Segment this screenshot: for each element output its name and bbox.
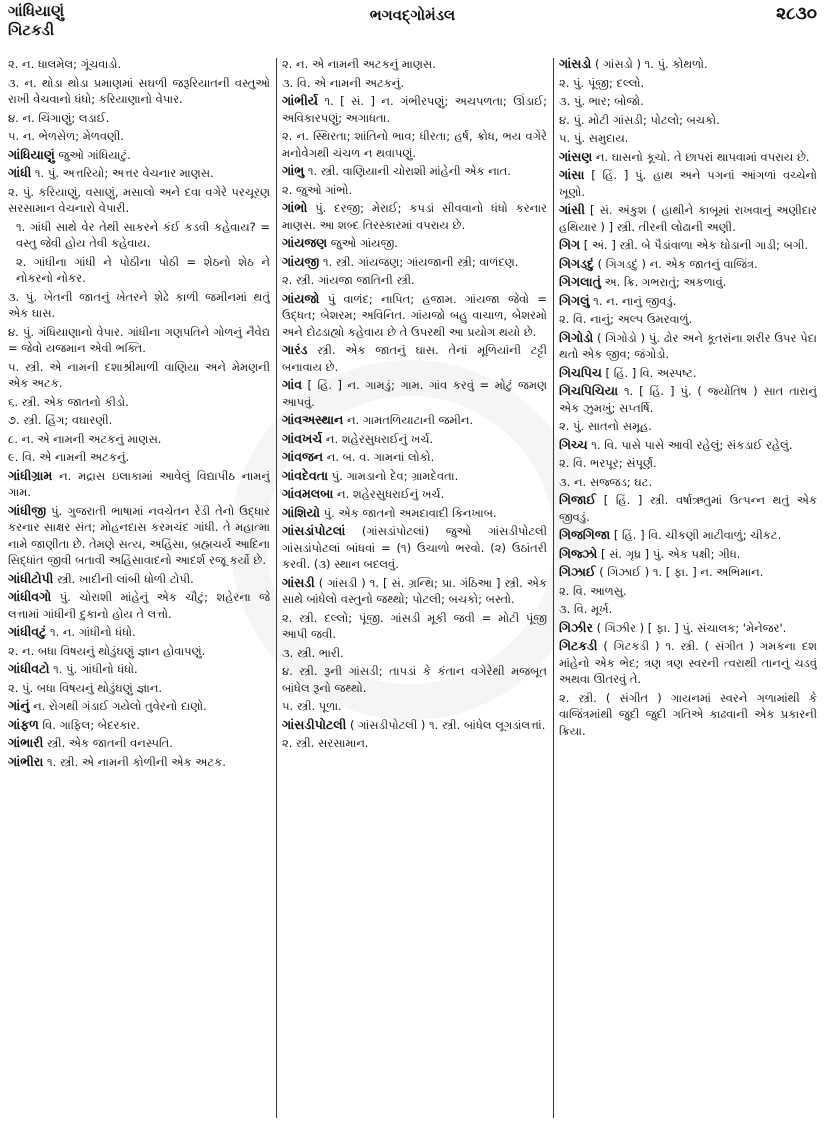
entry-definition: પું વાળંદ; નાપિત; હજામ. ગાંયજા જેવો = ઉદ્ધત; બેશરમ; અવિનિત. ગાંયજો બહુ વાચાળ, બેશરમો અને દોઢડાહ્યો કહેવાય છે તે ઉપરથી આ પ્રયોગ થયો છે. bbox=[282, 291, 547, 339]
entry-headword: ગાંધીવટો bbox=[8, 661, 50, 676]
dictionary-body bbox=[0, 56, 825, 1125]
entry-definition: ૩. વિ. એ નામની અટકનું. bbox=[282, 75, 405, 90]
entry-definition: સ્ત્રી. એક જાતનું ઘાસ. તેનાં મૂળિયાંની ટટ્ટી બનાવાય છે. bbox=[282, 343, 547, 374]
dictionary-entry bbox=[282, 272, 547, 289]
entry-headword: ગાંવમલબા bbox=[282, 486, 334, 501]
entry-headword: ગાંસડીપોટલી bbox=[282, 716, 347, 732]
guide-word-first: ગાંધિયાણું bbox=[8, 2, 65, 20]
dictionary-entry bbox=[8, 754, 270, 771]
dictionary-entry bbox=[282, 377, 547, 410]
entry-definition: ૫. પું. સમુદાય. bbox=[559, 131, 629, 145]
entry-headword: ગાંધી bbox=[8, 165, 32, 180]
dictionary-entry bbox=[559, 418, 817, 435]
entry-definition: ૨. ન. એ નામની અટકનું માણસ. bbox=[282, 57, 436, 71]
entry-headword: ગિગડદું bbox=[559, 255, 594, 271]
dictionary-entry bbox=[559, 383, 817, 416]
entry-definition: ૪. પું. મોટી ગાંસડી; પોટલો; બચકો. bbox=[559, 112, 720, 127]
dictionary-entry bbox=[282, 75, 547, 92]
dictionary-entry bbox=[559, 93, 817, 110]
entry-definition: ન. મદ્રાસ ઇલાકામાં આવેલું વિદ્યાપીઠ નામનું ગામ. bbox=[8, 468, 270, 499]
dictionary-entry bbox=[559, 293, 817, 310]
entry-definition: ( ગિગડદું ) ન. એક જાતનું વાજિંત્ર. bbox=[593, 256, 758, 271]
dictionary-entry bbox=[8, 412, 270, 429]
entry-definition: (ગાંસડાંપોટલાં) જુઓ ગાંસડીપોટલી ગાંસડાંપોટલાં બાંધવાં = (૧) ઉચાળો ભરવો. (૨) ઉઠાંતરી કરવી. (૩) સ્થાન બદલવું. bbox=[282, 524, 547, 571]
entry-definition: સ્ત્રી. એક જાતની વનસ્પતિ. bbox=[43, 736, 173, 750]
entry-headword: ગાંધીવગો bbox=[8, 589, 52, 604]
entry-definition: ૨. ન. સ્થિરતા; શાંતિનો ભાવ; ધીરતા; હર્ષ, ક્રોધ, ભય વગેરે મનોવેગથી ચંચળ ન થવાપણું. bbox=[282, 129, 547, 160]
entry-headword: ગિજ્ઝો bbox=[559, 545, 598, 561]
entry-headword: ગાંવ bbox=[282, 377, 302, 392]
entry-definition: જુઓ ગાંયજી. bbox=[327, 236, 398, 250]
entry-definition: અ. ક્રિ. ગભરાતું; અકળાવું. bbox=[600, 275, 727, 289]
entry-definition: ૧. વિ. પાસે પાસે આવી રહેલું; સંકડાઈ રહેલું. bbox=[587, 437, 793, 452]
entry-definition: ૨. પું. બધા વિષયનું થોડુંઘણું જ્ઞાન. bbox=[8, 680, 163, 695]
entry-definition: ૧. પું. ગાંધીનો ધંધો. bbox=[49, 662, 138, 676]
entry-definition: [ હિં. ] પું. હાથ અને પગનાં આંગળાં વચ્ચેનો ખૂણો. bbox=[559, 168, 817, 199]
entry-definition: ૩. વિ. મૂર્ખ. bbox=[559, 602, 613, 616]
dictionary-entry bbox=[8, 110, 270, 127]
dictionary-entry bbox=[559, 527, 817, 544]
dictionary-entry bbox=[8, 717, 270, 734]
dictionary-entry bbox=[559, 75, 817, 92]
entry-headword: ગિગોડો bbox=[559, 329, 594, 345]
dictionary-entry bbox=[282, 200, 547, 233]
dictionary-entry bbox=[282, 523, 547, 573]
entry-definition: ૫. સ્ત્રી. પૂળા. bbox=[282, 699, 342, 713]
entry-definition: ૫. સ્ત્રી. એ નામની દશાશ્રીમાળી વાણિયા અને મેમણની એક અટક. bbox=[8, 359, 270, 390]
dictionary-entry bbox=[8, 735, 270, 752]
entry-definition: પું. ચોરાશી માંહેનું એક ચૌટું; શહેરના જે લત્તામાં ગાંધીની દુકાનો હોય તે લત્તો. bbox=[8, 590, 270, 621]
entry-definition: ૩. પું. ખેતની જાતનું ખેતરને શેઢે કાળી જમીનમાં થતું એક ઘાસ. bbox=[8, 289, 270, 320]
entry-definition: સ્ત્રી. ખાદીની લાંબી ધોળી ટોપી. bbox=[53, 571, 194, 586]
dictionary-entry bbox=[282, 663, 547, 696]
entry-definition: ૪. સ્ત્રી. રૂની ગાંસડી; તાપડાં કે કંતાન વગેરેથી મજબૂત બાંધેલ રૂનો જથ્થો. bbox=[282, 664, 547, 695]
column-2 bbox=[282, 56, 547, 1121]
entry-definition: ૨. સ્ત્રી. સરસામાન. bbox=[282, 736, 369, 750]
dictionary-entry bbox=[8, 147, 270, 164]
entry-headword: ગિજાઈ bbox=[559, 492, 597, 507]
dictionary-entry bbox=[559, 638, 817, 688]
entry-headword: ગિગલું bbox=[559, 292, 590, 308]
dictionary-entry bbox=[8, 165, 270, 182]
entry-headword: ગારંડ bbox=[282, 342, 308, 357]
dictionary-entry bbox=[282, 645, 547, 662]
dictionary-entry bbox=[8, 394, 270, 411]
entry-definition: ૨. જુઓ ગાંભો. bbox=[282, 182, 353, 197]
entry-definition: ૧. સ્ત્રી. વાણિયાની ચોરાશી માંહેની એક નાત. bbox=[304, 164, 511, 178]
entry-headword: ગાંસા bbox=[559, 167, 585, 182]
entry-definition: ( ગાંસડો ) ૧. પું. કોથળો. bbox=[591, 57, 708, 71]
entry-headword: ગાંભીરા bbox=[8, 753, 44, 769]
entry-definition: [ સં. ગૃધ્ર ] પું. એક પક્ષી; ગીધ. bbox=[597, 546, 741, 561]
entry-definition: [ હિં. ] વિ. ચીકણી માટીવાળું; ચીકટ. bbox=[610, 528, 782, 542]
dictionary-entry bbox=[8, 128, 270, 145]
entry-definition: ૧. ન. નાનું જીવડું. bbox=[589, 293, 677, 308]
entry-definition: ૨. વિ. નાનું; અલ્પ ઉમરવાળું. bbox=[559, 312, 693, 326]
entry-headword: ગાંધિયાણું bbox=[8, 146, 55, 162]
dictionary-entry bbox=[559, 112, 817, 129]
entry-headword: ગાંવદેવતા bbox=[282, 467, 329, 483]
dictionary-entry bbox=[282, 182, 547, 199]
entry-definition: ૨. સ્ત્રી. ( સંગીત ) ગાયનમાં સ્વરને ગળામાંથી કે વાજિંત્રમાંથી જુદી જુદી ગતિએ કાઢવાની એક પ્રકારની ક્રિયા. bbox=[559, 690, 817, 738]
entry-definition: વિ. ગાફિલ; બેદરકાર. bbox=[38, 717, 140, 732]
entry-definition: ન. ગામતળિયાટાની જમીન. bbox=[343, 413, 474, 427]
dictionary-entry bbox=[8, 56, 270, 73]
dictionary-entry bbox=[559, 437, 817, 454]
entry-definition: ૯. વિ. એ નામની અટકનું. bbox=[8, 450, 130, 464]
entry-definition: ( ગિટકડી ) ૧. સ્ત્રી. ( સંગીત ) ગમકના દશ માંહેનો એક ભેદ; ત્રણ ત્રણ સ્વરની ત્વરાથી તાનનું ચડવું અથવા ઊતરવું તે. bbox=[559, 639, 817, 686]
dictionary-entry bbox=[8, 503, 270, 569]
dictionary-entry bbox=[8, 359, 270, 392]
entry-definition: ૧. સ્ત્રી. ગાંયજણ; ગાંયજાની સ્ત્રી; વાળંદણ. bbox=[319, 254, 519, 269]
entry-definition: ૧. [ સં. ] ન. ગંભીરપણું; અચપળતા; ઊંડાઈ; અવિકારપણું; અગાધતા. bbox=[282, 94, 547, 125]
entry-definition: ન. ઘાસનો કૂચો. તે છાપરાં થાપવામાં વપરાય છે. bbox=[592, 149, 810, 164]
entry-definition: ૧. ન. ગાંધીનો ધંધો. bbox=[46, 625, 136, 639]
dictionary-entry bbox=[559, 546, 817, 563]
column-3 bbox=[559, 56, 817, 1121]
entry-headword: ગાંધીજી bbox=[8, 502, 47, 518]
dictionary-entry bbox=[282, 342, 547, 375]
dictionary-entry bbox=[8, 624, 270, 641]
entry-definition: ન. બ. વ. ગામનાં લોકો. bbox=[323, 450, 435, 464]
dictionary-entry bbox=[8, 254, 270, 287]
entry-definition: ૨. પું. કરિયાણું, વસાણું, મસાલો અને દવા વગેરે પરચૂરણ સરસામાન વેચનારો વેપારી. bbox=[8, 184, 270, 215]
dictionary-entry bbox=[8, 468, 270, 501]
entry-headword: ગાંફળ bbox=[8, 716, 39, 732]
entry-headword: ગિગ bbox=[559, 237, 581, 252]
dictionary-entry bbox=[282, 291, 547, 341]
dictionary-entry bbox=[8, 589, 270, 622]
dictionary-entry bbox=[8, 324, 270, 357]
dictionary-entry bbox=[282, 486, 547, 503]
entry-definition: ( ગિઝાઈ ) ૧. [ ફા. ] ન. અભિમાન. bbox=[595, 565, 764, 579]
dictionary-entry bbox=[559, 620, 817, 637]
entry-headword: ગાંશિયો bbox=[282, 504, 321, 520]
entry-definition: ૭. સ્ત્રી. હિંગ; વઘારણી. bbox=[8, 413, 113, 427]
entry-definition: ૩. સ્ત્રી. ભારી. bbox=[282, 645, 344, 660]
dictionary-entry bbox=[282, 56, 547, 73]
dictionary-entry bbox=[8, 571, 270, 588]
entry-definition: ૨. સ્ત્રી. ગાંયજા જાતિની સ્ત્રી. bbox=[282, 273, 415, 287]
dictionary-entry bbox=[282, 412, 547, 429]
entry-headword: ગાંસડો bbox=[559, 56, 592, 71]
dictionary-entry bbox=[8, 289, 270, 322]
dictionary-entry bbox=[282, 575, 547, 608]
entry-definition: ન. શહેરસુધરાઈનું ખર્ચ. bbox=[333, 487, 445, 501]
dictionary-entry bbox=[8, 643, 270, 660]
entry-definition: ૪. ન. ચિંગાણું; લડાઈ. bbox=[8, 110, 110, 125]
dictionary-entry bbox=[8, 698, 270, 715]
dictionary-entry bbox=[559, 564, 817, 581]
entry-definition: ૨. ન. બધા વિષયનું થોડુંઘણું જ્ઞાન હોવાપણું. bbox=[8, 643, 206, 658]
dictionary-entry bbox=[559, 130, 817, 147]
entry-definition: પું. દરજી; મેરાઈ; કપડાં સીવવાનો ધંધો કરનાર માણસ. આ શબ્દ તિરસ્કારમાં વપરાય છે. bbox=[282, 201, 547, 232]
dictionary-entry bbox=[282, 610, 547, 643]
entry-headword: ગિચ્ચ bbox=[559, 436, 588, 452]
entry-headword: ગાંવખર્ચ bbox=[282, 430, 323, 446]
entry-definition: ન. શહેરસુધરાઈનું ખર્ચ. bbox=[322, 431, 434, 446]
entry-definition: ૨. પું. પૂંજી; દલ્લો. bbox=[559, 75, 645, 90]
dictionary-entry bbox=[559, 474, 817, 491]
dictionary-entry bbox=[282, 505, 547, 522]
entry-headword: ગિચપિચ bbox=[559, 364, 602, 380]
entry-headword: ગાંસડી bbox=[282, 574, 315, 590]
dictionary-entry bbox=[559, 256, 817, 273]
entry-headword: ગાંધીટોપી bbox=[8, 570, 54, 586]
dictionary-entry bbox=[559, 149, 817, 166]
column-1 bbox=[8, 56, 270, 1121]
dictionary-entry bbox=[559, 311, 817, 328]
dictionary-entry bbox=[559, 455, 817, 472]
entry-definition: ૪. પું. ગંધિયાણાનો વેપાર. ગાંધીના ગણપતિને ગોળનું નૈવેદ્ય = જેવો યજમાન એવી ભક્તિ. bbox=[8, 324, 270, 355]
entry-headword: ગાંસડાંપોટલાં bbox=[282, 523, 346, 538]
dictionary-entry bbox=[559, 56, 817, 73]
dictionary-title: ભગવદ્ગોમંડલ bbox=[369, 6, 456, 24]
entry-definition: [ હિં. ] વિ. અસ્પષ્ટ. bbox=[601, 365, 697, 380]
entry-headword: ગિઝીર bbox=[559, 619, 593, 635]
entry-headword: ગાંધીગ્રામ bbox=[8, 467, 53, 483]
dictionary-entry bbox=[282, 449, 547, 466]
entry-headword: ગિઝાઈ bbox=[559, 564, 596, 579]
entry-headword: ગાંભારી bbox=[8, 735, 44, 750]
dictionary-entry bbox=[559, 330, 817, 363]
dictionary-entry bbox=[282, 431, 547, 448]
dictionary-entry bbox=[282, 254, 547, 271]
entry-definition: ૩. ન. સજ્જડ; ઘટ. bbox=[559, 474, 653, 489]
entry-headword: ગિટકડી bbox=[559, 638, 598, 653]
entry-headword: ગિગલાતું bbox=[559, 274, 601, 289]
guide-word-last: ગિટકડી bbox=[8, 21, 55, 39]
dictionary-entry bbox=[8, 184, 270, 217]
entry-definition: [ હિં. ] ન. ગામડું; ગામ. ગાંવ કરવું = મોટું જમણ આપવું. bbox=[282, 378, 547, 409]
entry-definition: ન. રોગથી ગંડાઈ ગયેલો તુવેરનો દાણો. bbox=[29, 699, 207, 713]
entry-headword: ગાંવઅસ્થાન bbox=[282, 412, 344, 427]
dictionary-entry bbox=[559, 492, 817, 525]
dictionary-entry bbox=[282, 235, 547, 252]
entry-definition: [ હિં. ] સ્ત્રી. વર્ષાઋતુમાં ઉત્પન્ન થતું એક જીવડું. bbox=[559, 493, 817, 524]
dictionary-entry bbox=[8, 680, 270, 697]
dictionary-entry bbox=[559, 167, 817, 200]
entry-definition: ૧. સ્ત્રી. એ નામની કોળીની એક અટક. bbox=[43, 754, 226, 769]
entry-definition: ૩. ન. થોડા થોડા પ્રમાણમાં સઘળી જરૂરિયાતની વસ્તુઓ રાખી વેચવાનો ધંધો; કરિયાણાનો વેપાર. bbox=[8, 75, 270, 106]
entry-headword: ગાંધીવટું bbox=[8, 624, 47, 639]
entry-definition: પું. એક જાતનો અમદાવાદી કિનખાબ. bbox=[320, 505, 497, 520]
entry-headword: ગાંસણ bbox=[559, 148, 593, 164]
dictionary-entry bbox=[282, 735, 547, 752]
entry-headword: ગાંભુ bbox=[282, 163, 305, 178]
entry-headword: ગાંભો bbox=[282, 200, 308, 215]
entry-definition: ૬. સ્ત્રી. એક જાતનો કીડો. bbox=[8, 394, 129, 409]
entry-headword: ગાંયજણ bbox=[282, 235, 328, 250]
entry-definition: પું. ગુજરાતી ભાષામાં નવચેતન રેડી તેનો ઉદ્ધાર કરનાર સાક્ષર સંત; મોહનદાસ કરમચંદ ગાંધી. તે મહાત્મા નામે જાણીતા છે. તેમણે સત્ય, અહિંસા, બ્રહ્મચર્ય આદિના સિદ્ધાંત જીવી બતાવી અહિંસાવાદનો આદર્શ રજૂ કર્યો છે. bbox=[8, 503, 270, 567]
entry-definition: ૧. [ હિં. ] પું. ( જ્યોતિષ ) સાત તારાનું એક ઝુમખું; સપ્તર્ષિ. bbox=[559, 384, 817, 415]
entry-definition: [ અં. ] સ્ત્રી. બે પૈડાંવાળા એક ઘોડાની ગાડી; બગી. bbox=[580, 238, 809, 252]
entry-definition: ૨. વિ. ભરપૂર; સંપૂર્ણ. bbox=[559, 456, 657, 470]
dictionary-entry bbox=[282, 93, 547, 126]
entry-headword: ગિચપિચિયા bbox=[559, 383, 619, 398]
entry-headword: ગાંયજો bbox=[282, 290, 320, 306]
entry-definition: ૨. વિ. આળસુ. bbox=[559, 583, 627, 598]
entry-definition: ( ગાંસડી ) ૧. [ સં. ગ્રન્થિ; પ્રા. ગંઠિઆ ] સ્ત્રી. એક સાથે બાંધેલો વસ્તુનો જથ્થો; પોટલી; બચકો; બસ્તો. bbox=[282, 575, 547, 606]
entry-definition: ૨. ન. ધાલમેલ; ગૂંચવાડો. bbox=[8, 57, 122, 71]
entry-headword: ગાંસી bbox=[559, 202, 585, 217]
entry-definition: ૮. ન. એ નામની અટકનું માણસ. bbox=[8, 431, 162, 446]
dictionary-entry bbox=[282, 163, 547, 180]
entry-definition: ૨. સ્ત્રી. દલ્લો; પૂંજી. ગાંસડી મૂકી જવી = મોટી પૂંજી આપી જવી. bbox=[282, 610, 547, 641]
entry-headword: ગિજગિજા bbox=[559, 527, 611, 542]
dictionary-entry bbox=[8, 75, 270, 108]
entry-definition: ૫. ન. ભેળસેળ; મેળવણી. bbox=[8, 129, 124, 143]
dictionary-entry bbox=[559, 583, 817, 600]
dictionary-entry bbox=[559, 601, 817, 618]
entry-definition: ( ગાંસડીપોટલી ) ૧. સ્ત્રી. બાંધેલ લૂગડાંલત્તાં. bbox=[346, 717, 546, 732]
entry-definition: પું. ગામડાનો દેવ; ગ્રામદેવતા. bbox=[328, 468, 459, 483]
dictionary-entry bbox=[282, 468, 547, 485]
dictionary-entry bbox=[282, 698, 547, 715]
entry-definition: ૩. પું. ભાર; બોજો. bbox=[559, 94, 644, 108]
dictionary-entry bbox=[8, 219, 270, 252]
entry-headword: ગાંનું bbox=[8, 698, 30, 713]
dictionary-entry bbox=[282, 128, 547, 161]
entry-definition: [ સં. અંકુશ ( હાથીને કાબૂમાં રાખવાનું અણીદાર હથિયાર ) ] સ્ત્રી. તીરની લોઢાની અણી. bbox=[559, 203, 817, 234]
entry-definition: ( ગિગોડો ) પું. ઢોર અને કૂતરાંના શરીર ઉપર પેદા થતો એક જીવ; જંગોડો. bbox=[559, 330, 817, 361]
dictionary-entry bbox=[8, 431, 270, 448]
entry-definition: ૧. પું. અત્તરિયો; અત્તર વેચનાર માણસ. bbox=[31, 166, 214, 180]
entry-definition: ૨. ગાંધીના ગાંધી ને પોઠીના પોઠી = શેઠનો શેઠ ને નોકરનો નોકર. bbox=[16, 254, 270, 285]
entry-headword: ગાંવજન bbox=[282, 449, 324, 464]
dictionary-entry bbox=[559, 237, 817, 254]
entry-headword: ગાંભીર્ય bbox=[282, 93, 319, 108]
dictionary-entry bbox=[559, 365, 817, 382]
page-header bbox=[0, 0, 825, 52]
page-number: ૨૮૩૦ bbox=[776, 4, 817, 24]
entry-headword: ગાંયજી bbox=[282, 253, 320, 269]
dictionary-entry bbox=[559, 274, 817, 291]
entry-definition: ( ગિઝીર ) [ ફા. ] પું. સંચાલક; 'મેનેજર'. bbox=[592, 620, 787, 635]
dictionary-entry bbox=[559, 690, 817, 740]
dictionary-entry bbox=[8, 661, 270, 678]
entry-definition: ૨. પું. સાતનો સમૂહ. bbox=[559, 419, 652, 433]
dictionary-entry bbox=[559, 202, 817, 235]
entry-definition: ૧. ગાંધી સાથે વેર તેથી સાકરને કંઈ કડવી કહેવાય? = વસ્તુ જેવી હોય તેવી કહેવાય. bbox=[16, 219, 270, 250]
dictionary-entry bbox=[8, 449, 270, 466]
dictionary-entry bbox=[282, 717, 547, 734]
entry-definition: જુઓ ગાંધિયાટું. bbox=[54, 147, 131, 162]
